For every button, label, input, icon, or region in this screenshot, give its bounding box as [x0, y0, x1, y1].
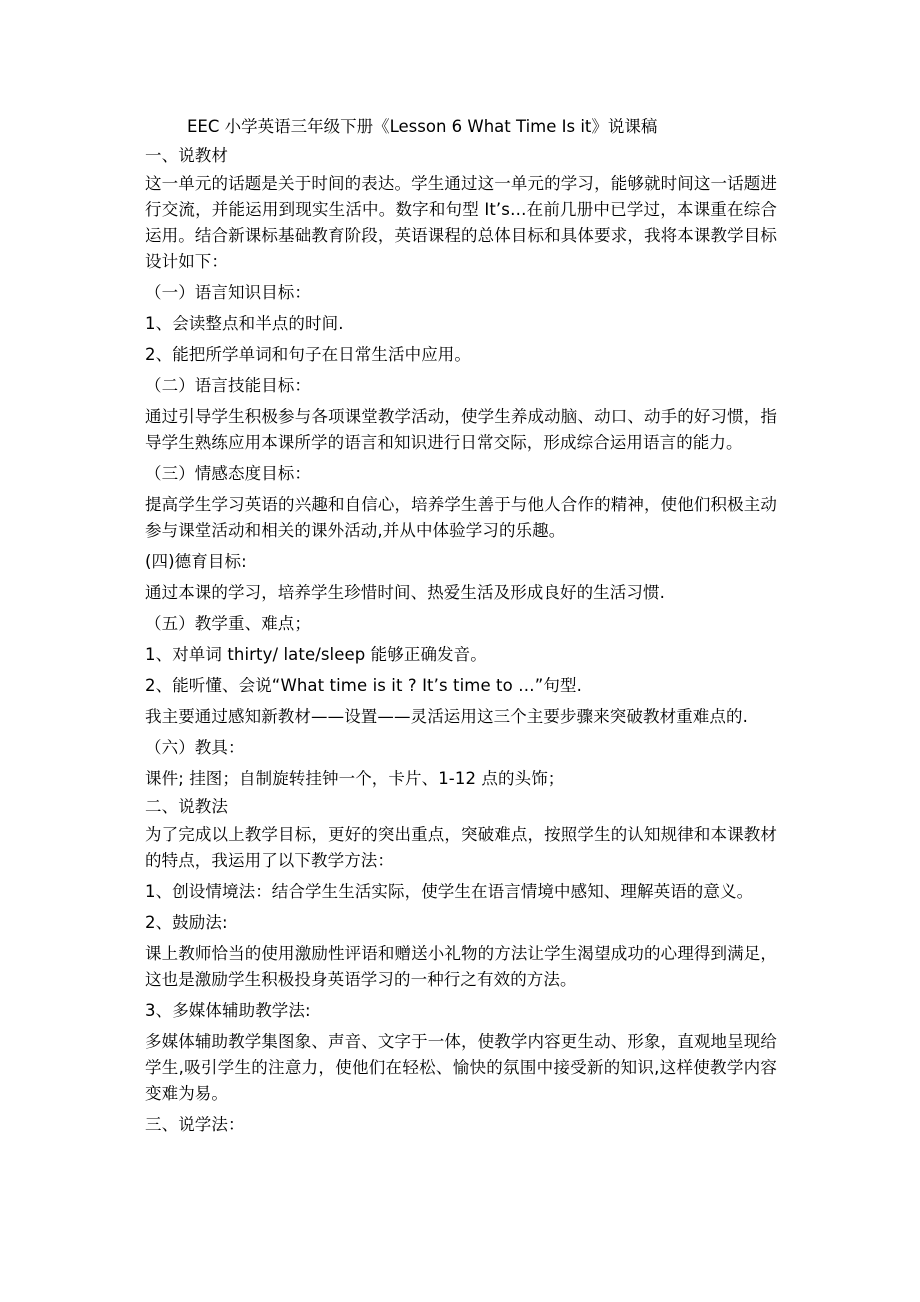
- list-item: 2、鼓励法:: [145, 913, 228, 932]
- list-item: 1、对单词 thirty/ late/sleep 能够正确发音。: [145, 645, 487, 664]
- subsection-heading: （二）语言技能目标：: [145, 376, 311, 395]
- paragraph: 我主要通过感知新教材——设置——灵活运用这三个主要步骤来突破教材重难点的.: [145, 707, 748, 726]
- document-body: [145, 143, 777, 1140]
- subsection-heading: （三）情感态度目标：: [145, 464, 311, 483]
- list-item: 3、多媒体辅助教学法:: [145, 1001, 311, 1020]
- paragraph: 这一单元的话题是关于时间的表达。学生通过这一单元的学习，能够就时间这一话题进行交流，并能运用到现实生活中。数字和句型 It’s…在前几册中已学过，本课重在综合运用。结合新课标基础教育阶段，英语课程的总体目标和具体要求，我将本课教学目标设计如下：: [145, 174, 777, 271]
- paragraph: 多媒体辅助教学集图象、声音、文字于一体，使教学内容更生动、形象，直观地呈现给学生,吸引学生的注意力，使他们在轻松、愉快的氛围中接受新的知识,这样使教学内容变难为易。: [145, 1032, 777, 1103]
- subsection-heading: （五）教学重、难点；: [145, 614, 311, 633]
- paragraph: 通过引导学生积极参与各项课堂教学活动，使学生养成动脑、动口、动手的好习惯，指导学生熟练应用本课所学的语言和知识进行日常交际，形成综合运用语言的能力。: [145, 407, 777, 452]
- paragraph: 课件; 挂图；自制旋转挂钟一个，卡片、1-12 点的头饰；: [145, 769, 565, 788]
- document-title: EEC 小学英语三年级下册《Lesson 6 What Time Is it》说课稿: [187, 117, 658, 136]
- list-item: 1、会读整点和半点的时间.: [145, 314, 344, 333]
- subsection-heading: （一）语言知识目标：: [145, 283, 311, 302]
- list-item: 2、能听懂、会说“What time is it ? It’s time to …”句型.: [145, 676, 582, 695]
- list-item: 1、创设情境法：结合学生生活实际，使学生在语言情境中感知、理解英语的意义。: [145, 882, 754, 901]
- subsection-heading: (四)德育目标:: [145, 552, 247, 571]
- list-item: 2、能把所学单词和句子在日常生活中应用。: [145, 345, 471, 364]
- paragraph: 课上教师恰当的使用激励性评语和赠送小礼物的方法让学生渴望成功的心理得到满足，这也是激励学生积极投身英语学习的一种行之有效的方法。: [145, 944, 777, 989]
- paragraph: 提高学生学习英语的兴趣和自信心，培养学生善于与他人合作的精神，使他们积极主动参与课堂活动和相关的课外活动,并从中体验学习的乐趣。: [145, 495, 777, 540]
- section-heading: 一、说教材: [145, 146, 228, 165]
- paragraph: 为了完成以上教学目标，更好的突出重点，突破难点，按照学生的认知规律和本课教材的特点，我运用了以下教学方法：: [145, 825, 777, 870]
- paragraph: 通过本课的学习，培养学生珍惜时间、热爱生活及形成良好的生活习惯.: [145, 583, 665, 602]
- section-heading: 三、说学法：: [145, 1115, 245, 1134]
- section-heading: 二、说教法: [145, 797, 228, 816]
- subsection-heading: （六）教具：: [145, 738, 245, 757]
